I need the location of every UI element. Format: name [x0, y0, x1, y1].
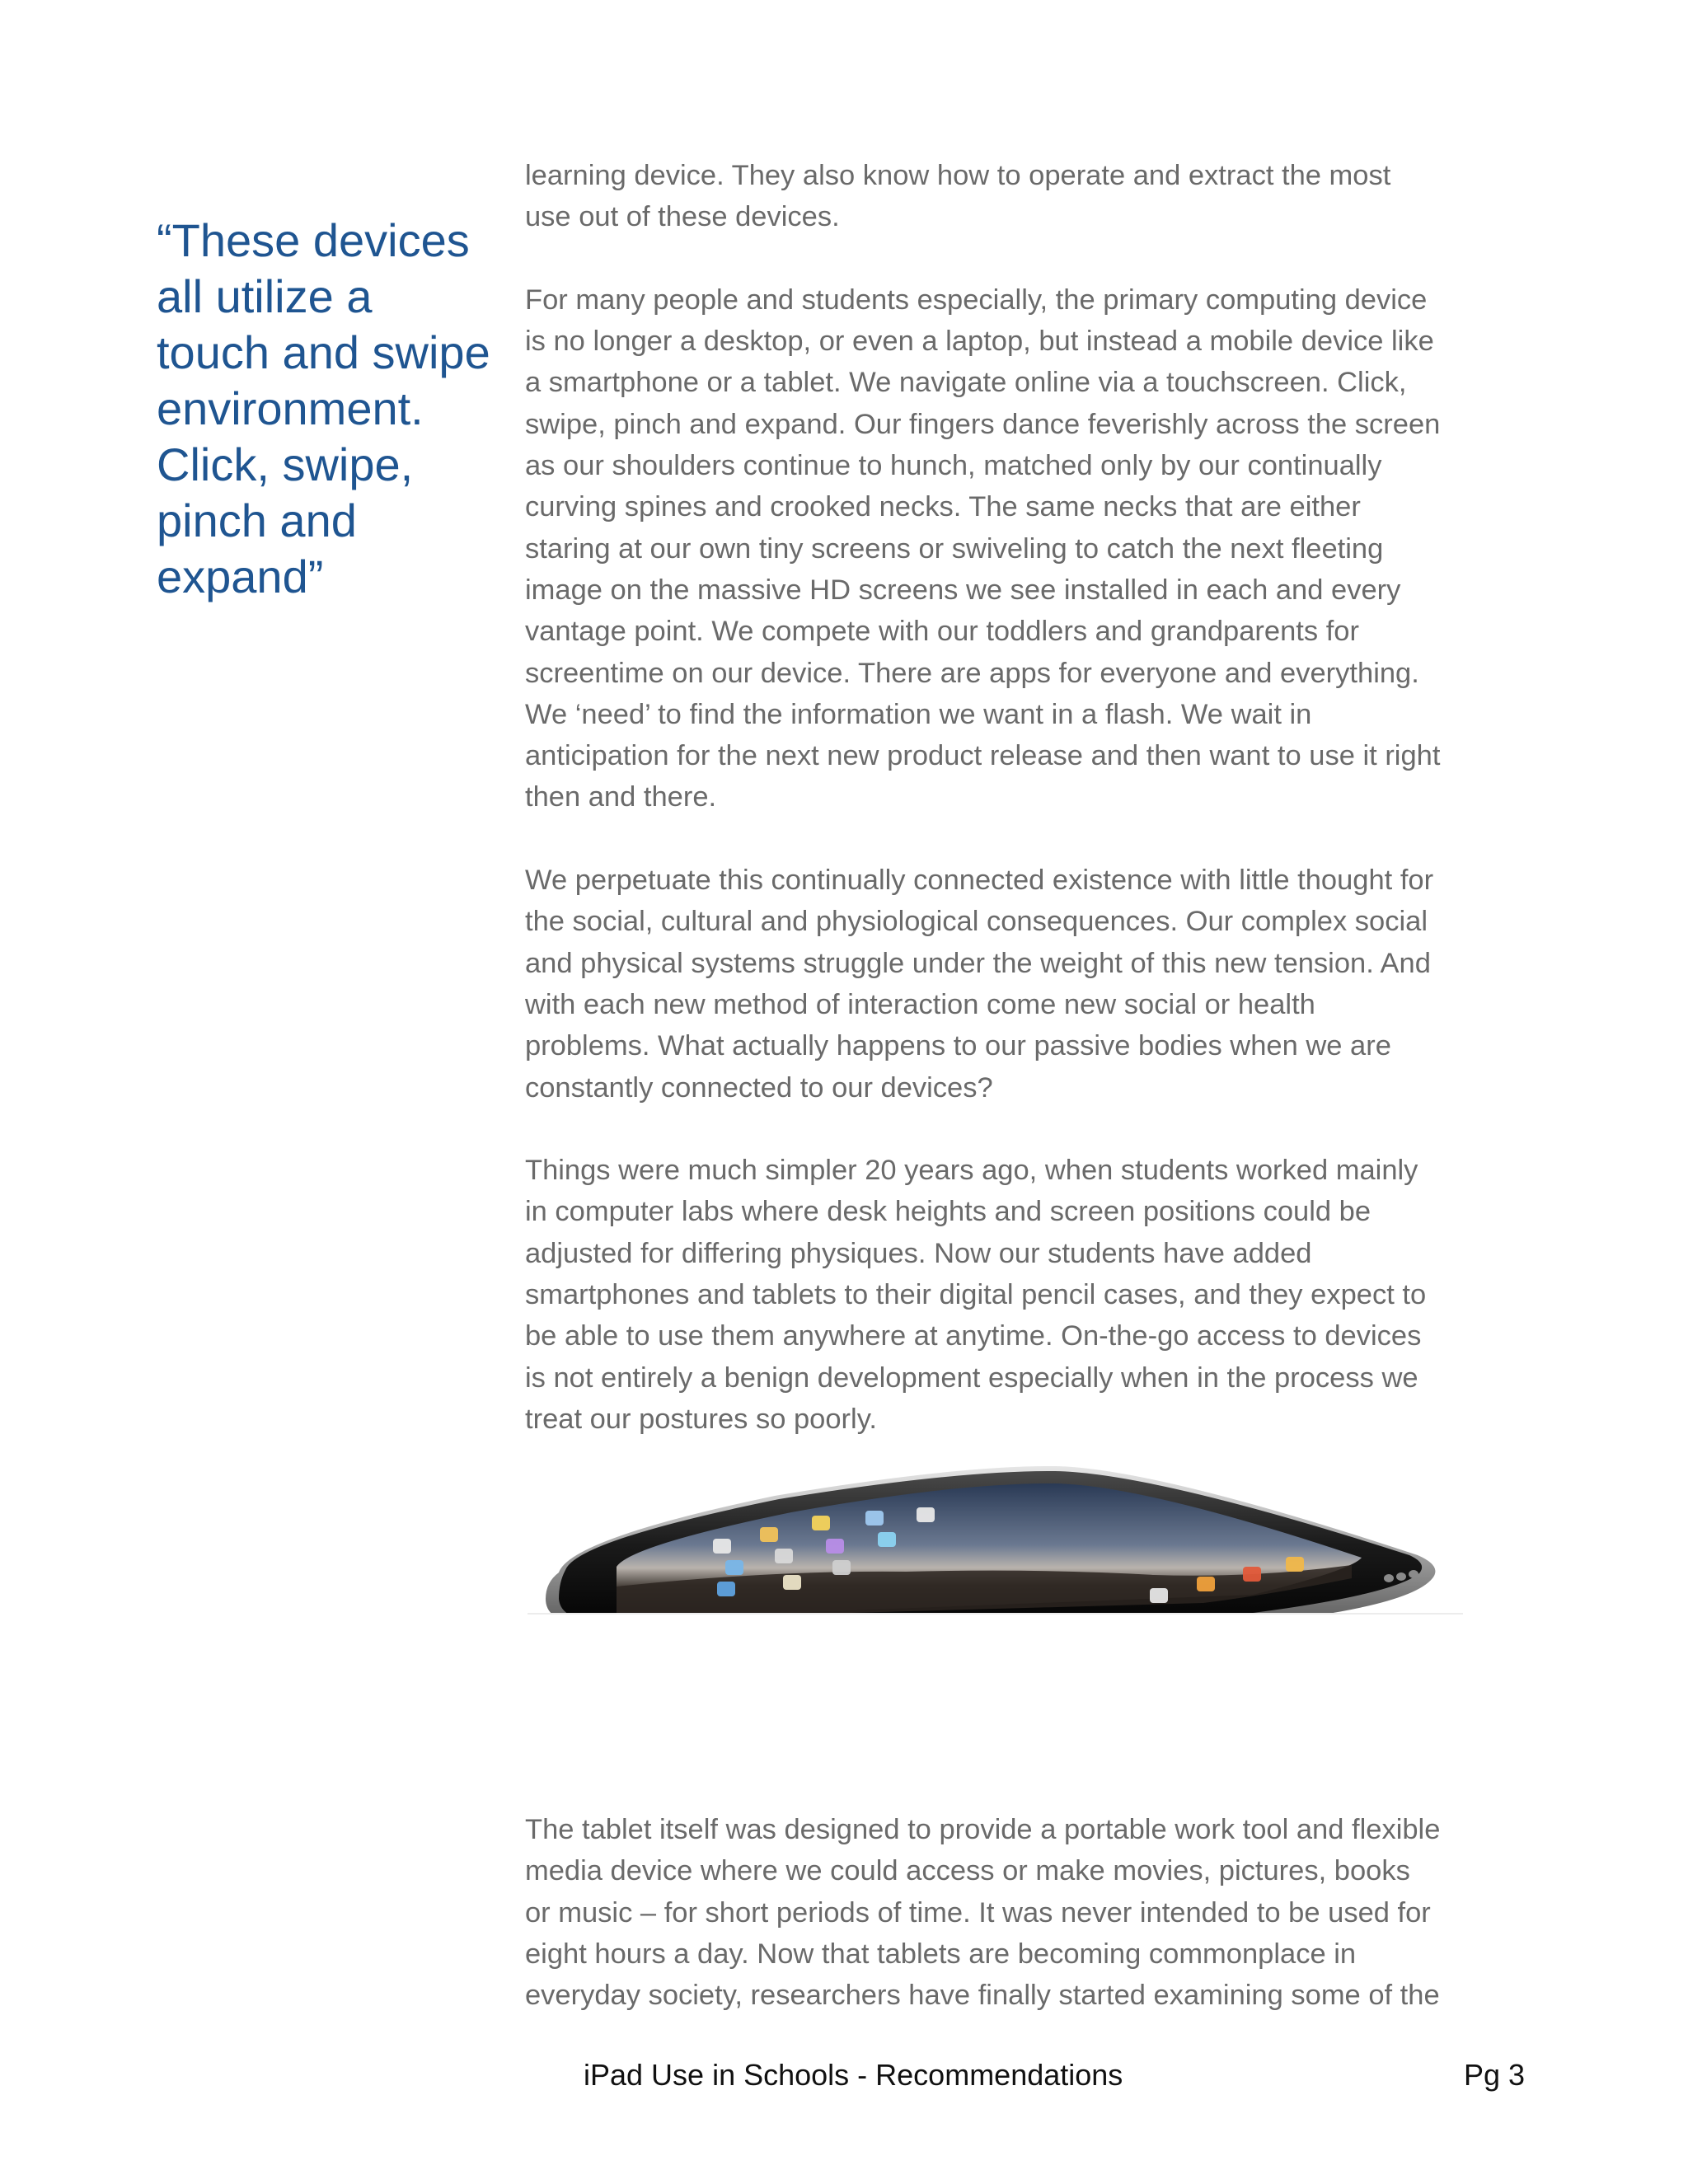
- paragraph-3: We perpetuate this continually connected existence with little thought for the social, cultural and physiological consequences. Our complex social and physical systems struggle under the weight of this new tension. And with each new method of interaction come new social or health problems. What actually happens to our passive bodies when we are constantly connected to our devices?: [525, 865, 1434, 1104]
- body-column-continued: [525, 1809, 1531, 2016]
- tablet-image: [528, 1463, 1463, 1632]
- body-column: [525, 155, 1531, 1440]
- tablet-photo-icon: [528, 1463, 1463, 1632]
- paragraph-1: learning device. They also know how to operate and extract the most use out of these devices.: [525, 160, 1391, 233]
- paragraph-4: Things were much simpler 20 years ago, when students worked mainly in computer labs where desk heights and screen positions could be adjusted for differing physiques. Now our students have added smartphones and tablets to their digital pencil cases, and they expect to be able to use them anywhere at anytime. On-the-go access to devices is not entirely a benign development especially when in the process we treat our postures so poorly.: [525, 1155, 1427, 1435]
- pull-quote: “These devices all utilize a touch and swipe environment. Click, swipe, pinch and expand”: [157, 214, 490, 602]
- paragraph-gap: [525, 1108, 1531, 1150]
- page-number: Pg 3: [1464, 2058, 1526, 2092]
- paragraph-gap: [525, 818, 1531, 860]
- footer-title: iPad Use in Schools - Recommendations: [584, 2058, 1123, 2092]
- paragraph-gap: [525, 238, 1531, 279]
- paragraph-5: The tablet itself was designed to provide a portable work tool and flexible media device where we could access or make movies, pictures, books or music – for short periods of time. It was never intended to be used for eight hours a day. Now that tablets are becoming commonplace in everyday society, researchers have finally started examining some of the: [525, 1814, 1441, 2012]
- paragraph-2: For many people and students especially, the primary computing device is no longer a desktop, or even a laptop, but instead a mobile device like a smartphone or a tablet. We navigate online via a touchscreen. Click, swipe, pinch and expand. Our fingers dance feverishly across the screen as our shoulders continue to hunch, matched only by our continually curving spines and crooked necks. The same necks that are either staring at our own tiny screens or swiveling to catch the next fleeting image on the massive HD screens we see installed in each and every vantage point. We compete with our toddlers and grandparents for screentime on our device. There are apps for everyone and everything. We ‘need’ to find the information we want in a flash. We wait in anticipation for the next new product release and then want to use it right then and there.: [525, 284, 1441, 813]
